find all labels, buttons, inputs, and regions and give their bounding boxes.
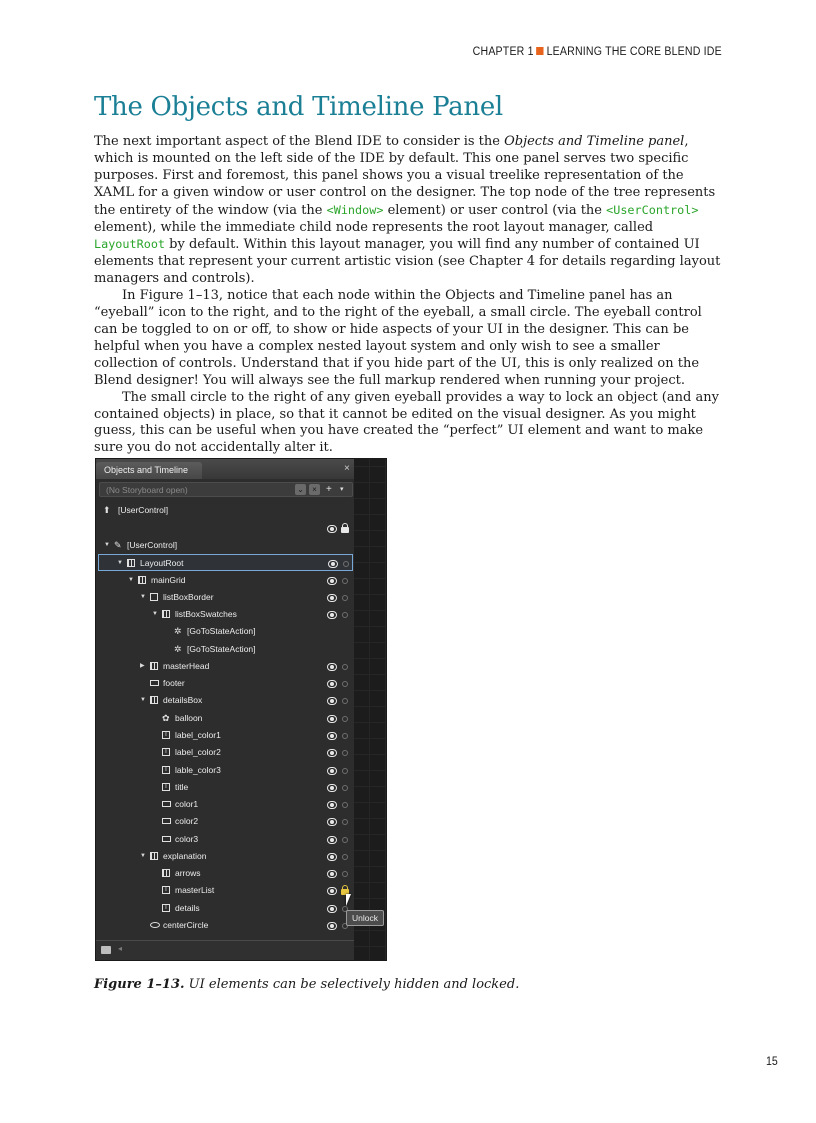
tree-node-label: label_color1 [175, 729, 221, 740]
paragraph-1-text-c: element) or user control (via the [383, 202, 607, 218]
eye-icon[interactable] [327, 593, 337, 602]
tree-node-label: listBoxBorder [163, 591, 214, 602]
tree-row[interactable] [96, 589, 354, 606]
border-icon [150, 593, 158, 601]
textblock-icon: T [162, 766, 170, 774]
rectangle-icon [150, 680, 159, 686]
tree-node-label: color3 [175, 833, 199, 844]
lock-toggle-icon[interactable] [343, 561, 349, 567]
eye-icon[interactable] [327, 886, 337, 895]
eye-icon[interactable] [327, 731, 337, 740]
ellipse-icon [150, 922, 160, 928]
lock-toggle-icon[interactable] [342, 733, 348, 739]
usercontrol-icon: ✎ [114, 540, 122, 550]
eye-icon[interactable] [327, 748, 337, 757]
lock-toggle-icon[interactable] [342, 871, 348, 877]
tree-row[interactable] [96, 537, 354, 554]
textblock-icon: T [162, 783, 170, 791]
storyboard-dropdown-icon[interactable]: ⌄ [295, 484, 306, 495]
paragraph-1-text-e: by default. Within this layout manager, you will find any number of contained UI elements that represent your current artistic vision (see Chapter 4 for details regarding layout managers and controls). [94, 237, 721, 287]
designer-artboard-strip [354, 459, 387, 961]
textblock-icon: T [162, 731, 170, 739]
grid-icon [150, 662, 158, 670]
paragraph-2: In Figure 1–13, notice that each node within the Objects and Timeline panel has an “eyeball” icon to the right, and to the right of the eyeball, a small circle. The eyeball control can be toggled to on or off, to show or hide aspects of your UI in the designer. This can be helpful when you have a complex nested layout system and only wish to see a smaller collection of controls. Understand that if you hide part of the UI, this is only realized on the Blend designer! You will always see the full markup rendered when running your project. [94, 288, 702, 388]
tree-row[interactable] [96, 900, 354, 917]
unlock-tooltip: Unlock [346, 910, 384, 926]
grid-icon [150, 696, 158, 704]
eye-icon[interactable] [327, 766, 337, 775]
scroll-left-icon[interactable]: ◂ [118, 944, 123, 953]
expand-down-icon[interactable]: ▼ [117, 560, 123, 567]
eye-icon[interactable] [327, 817, 337, 826]
mouse-cursor-icon [346, 894, 351, 906]
tree-row[interactable] [96, 710, 354, 727]
objects-timeline-screenshot [95, 458, 387, 961]
code-layoutroot: LayoutRoot [94, 237, 166, 252]
scope-label: [UserControl] [118, 505, 169, 515]
chapter-label: CHAPTER 1 [472, 46, 534, 58]
paragraph-3: The small circle to the right of any given eyeball provides a way to lock an object (and any contained objects) in place, so that it cannot be edited on the visual designer. As you might guess, this can be useful when you have created the “perfect” UI element and want to make sure you do not accidentally alter it. [94, 389, 719, 456]
eye-icon[interactable] [328, 559, 338, 568]
eye-icon[interactable] [327, 904, 337, 913]
textblock-icon: T [162, 748, 170, 756]
paragraph-1-text-b: , which is mounted on the left side of the IDE by default. This one panel serves two specific purposes. First and foremost, this panel shows you a visual treelike representation of the XAML for a given window or user control on the designer. The top node of the tree represents the entirety of the window (via the [94, 134, 716, 218]
rectangle-icon [162, 801, 171, 807]
tree-node-label: [GoToStateAction] [187, 643, 256, 654]
close-storyboard-icon[interactable]: × [309, 484, 320, 495]
textblock-icon: T [162, 886, 170, 894]
page-number: 15 [766, 1056, 778, 1068]
rectangle-icon [162, 836, 171, 842]
eye-icon[interactable] [327, 696, 337, 705]
lock-toggle-icon[interactable] [342, 854, 348, 860]
tree-node-label: detailsBox [163, 695, 203, 706]
tree-row[interactable] [96, 606, 354, 623]
tree-row[interactable] [96, 813, 354, 830]
path-icon: ✿ [162, 712, 170, 723]
lock-icon[interactable] [341, 523, 349, 533]
tree-node-label: footer [163, 678, 185, 689]
tree-node-label: masterList [175, 885, 215, 896]
tree-node-label: lable_color3 [175, 764, 221, 775]
storyboard-picker[interactable] [99, 482, 353, 497]
lock-toggle-icon[interactable] [342, 750, 348, 756]
lock-toggle-icon[interactable] [342, 595, 348, 601]
tree-node-label: centerCircle [163, 919, 209, 930]
lock-toggle-icon[interactable] [342, 802, 348, 808]
tree-row[interactable] [96, 744, 354, 761]
grid-icon [150, 852, 158, 860]
tree-row[interactable] [96, 692, 354, 709]
tree-node-label: listBoxSwatches [175, 609, 237, 620]
grid-icon [127, 559, 135, 567]
tree-node-label: [UserControl] [127, 540, 178, 550]
tree-row[interactable] [96, 831, 354, 848]
tree-row[interactable] [96, 917, 354, 934]
tree-row[interactable] [96, 779, 354, 796]
square-bullet-icon [537, 47, 544, 55]
eye-icon[interactable] [327, 679, 337, 688]
lock-toggle-icon[interactable] [342, 768, 348, 774]
expand-down-icon[interactable]: ▼ [140, 593, 146, 600]
tree-node-label: explanation [163, 850, 207, 861]
expand-down-icon[interactable]: ▼ [128, 576, 134, 583]
tree-node-label: LayoutRoot [140, 558, 184, 569]
listbox-icon [162, 610, 170, 618]
expand-right-icon[interactable]: ▶ [140, 662, 145, 669]
close-icon[interactable]: × [344, 463, 350, 474]
section-title: The Objects and Timeline Panel [94, 92, 503, 122]
eye-icon[interactable] [327, 835, 337, 844]
tree-node-label: color2 [175, 816, 199, 827]
tree-row[interactable] [96, 675, 354, 692]
tree-node-label: [GoToStateAction] [187, 626, 256, 637]
tree-row[interactable] [96, 848, 354, 865]
expand-down-icon[interactable]: ▼ [140, 852, 146, 859]
panel-tab-objects-timeline[interactable]: Objects and Timeline [96, 462, 202, 479]
visibility-header-row [96, 520, 354, 537]
tree-node-label: label_color2 [175, 747, 221, 758]
textblock-icon: T [162, 904, 170, 912]
lock-toggle-icon[interactable] [342, 578, 348, 584]
image-icon [162, 869, 170, 877]
lock-toggle-icon[interactable] [342, 664, 348, 670]
tree-row[interactable] [96, 658, 354, 675]
lock-toggle-icon[interactable] [342, 698, 348, 704]
panel-footer [96, 940, 354, 961]
eye-icon[interactable] [327, 869, 337, 878]
paragraph-1-text-a: The next important aspect of the Blend IDE to consider is the [94, 134, 505, 149]
tree-node-label: balloon [175, 712, 203, 723]
expand-down-icon[interactable]: ▼ [140, 697, 146, 704]
storyboard-placeholder: (No Storyboard open) [106, 485, 188, 495]
eye-icon[interactable] [327, 610, 337, 619]
tree-row[interactable] [96, 623, 354, 640]
eye-icon[interactable] [327, 921, 337, 930]
eye-icon[interactable] [327, 714, 337, 723]
expand-down-icon[interactable]: ▼ [104, 542, 110, 548]
tree-node-label: arrows [175, 868, 201, 879]
figure-caption [94, 977, 519, 992]
lock-toggle-icon[interactable] [342, 716, 348, 722]
tree-node-label: mainGrid [151, 574, 186, 585]
scroll-icon[interactable] [101, 946, 111, 954]
expand-down-icon[interactable]: ▼ [152, 611, 158, 618]
tree-row[interactable] [96, 796, 354, 813]
tree-row[interactable] [96, 572, 354, 589]
paragraph-1-text-d: element), while the immediate child node represents the root layout manager, called [94, 219, 654, 235]
paragraph-1-emphasis: Objects and Timeline panel [504, 134, 685, 149]
body-text [94, 134, 724, 457]
eye-icon[interactable] [327, 852, 337, 861]
tree-row[interactable] [98, 554, 353, 571]
eye-icon[interactable] [327, 800, 337, 809]
figure-label: Figure 1–13. [94, 977, 185, 992]
grid-icon [138, 576, 146, 584]
behavior-icon: ✲ [174, 626, 182, 637]
tree-node-label: color1 [175, 799, 199, 810]
paragraph-1 [94, 134, 724, 288]
figure-caption-text: UI elements can be selectively hidden and locked. [184, 977, 520, 992]
behavior-icon: ✲ [174, 643, 182, 654]
lock-toggle-icon[interactable] [342, 837, 348, 843]
running-head [473, 46, 722, 58]
lock-toggle-icon[interactable] [342, 785, 348, 791]
code-usercontrol: <UserControl> [606, 202, 699, 217]
tree-row[interactable] [96, 865, 354, 882]
eye-icon[interactable] [327, 783, 337, 792]
scope-row[interactable] [96, 502, 354, 519]
chapter-title: LEARNING THE CORE BLEND IDE [546, 46, 722, 58]
lock-toggle-icon[interactable] [342, 681, 348, 687]
eye-icon[interactable] [327, 662, 337, 671]
new-storyboard-icon[interactable]: + [326, 484, 332, 495]
lock-toggle-icon[interactable] [342, 819, 348, 825]
tree-node-label: masterHead [163, 660, 210, 671]
eye-icon[interactable] [327, 524, 337, 533]
panel-header [96, 459, 354, 479]
storyboard-menu-icon[interactable]: ▾ [340, 486, 344, 493]
tree-row[interactable] [96, 762, 354, 779]
rectangle-icon [162, 818, 171, 824]
scope-up-icon: ⬆ [103, 505, 111, 515]
eye-icon[interactable] [327, 576, 337, 585]
tree-row[interactable] [96, 727, 354, 744]
tree-row[interactable] [96, 641, 354, 658]
tree-row[interactable] [96, 882, 354, 899]
tree-node-label: details [175, 902, 200, 913]
code-window: <Window> [326, 202, 384, 217]
lock-toggle-icon[interactable] [342, 612, 348, 618]
tree-node-label: title [175, 781, 189, 792]
